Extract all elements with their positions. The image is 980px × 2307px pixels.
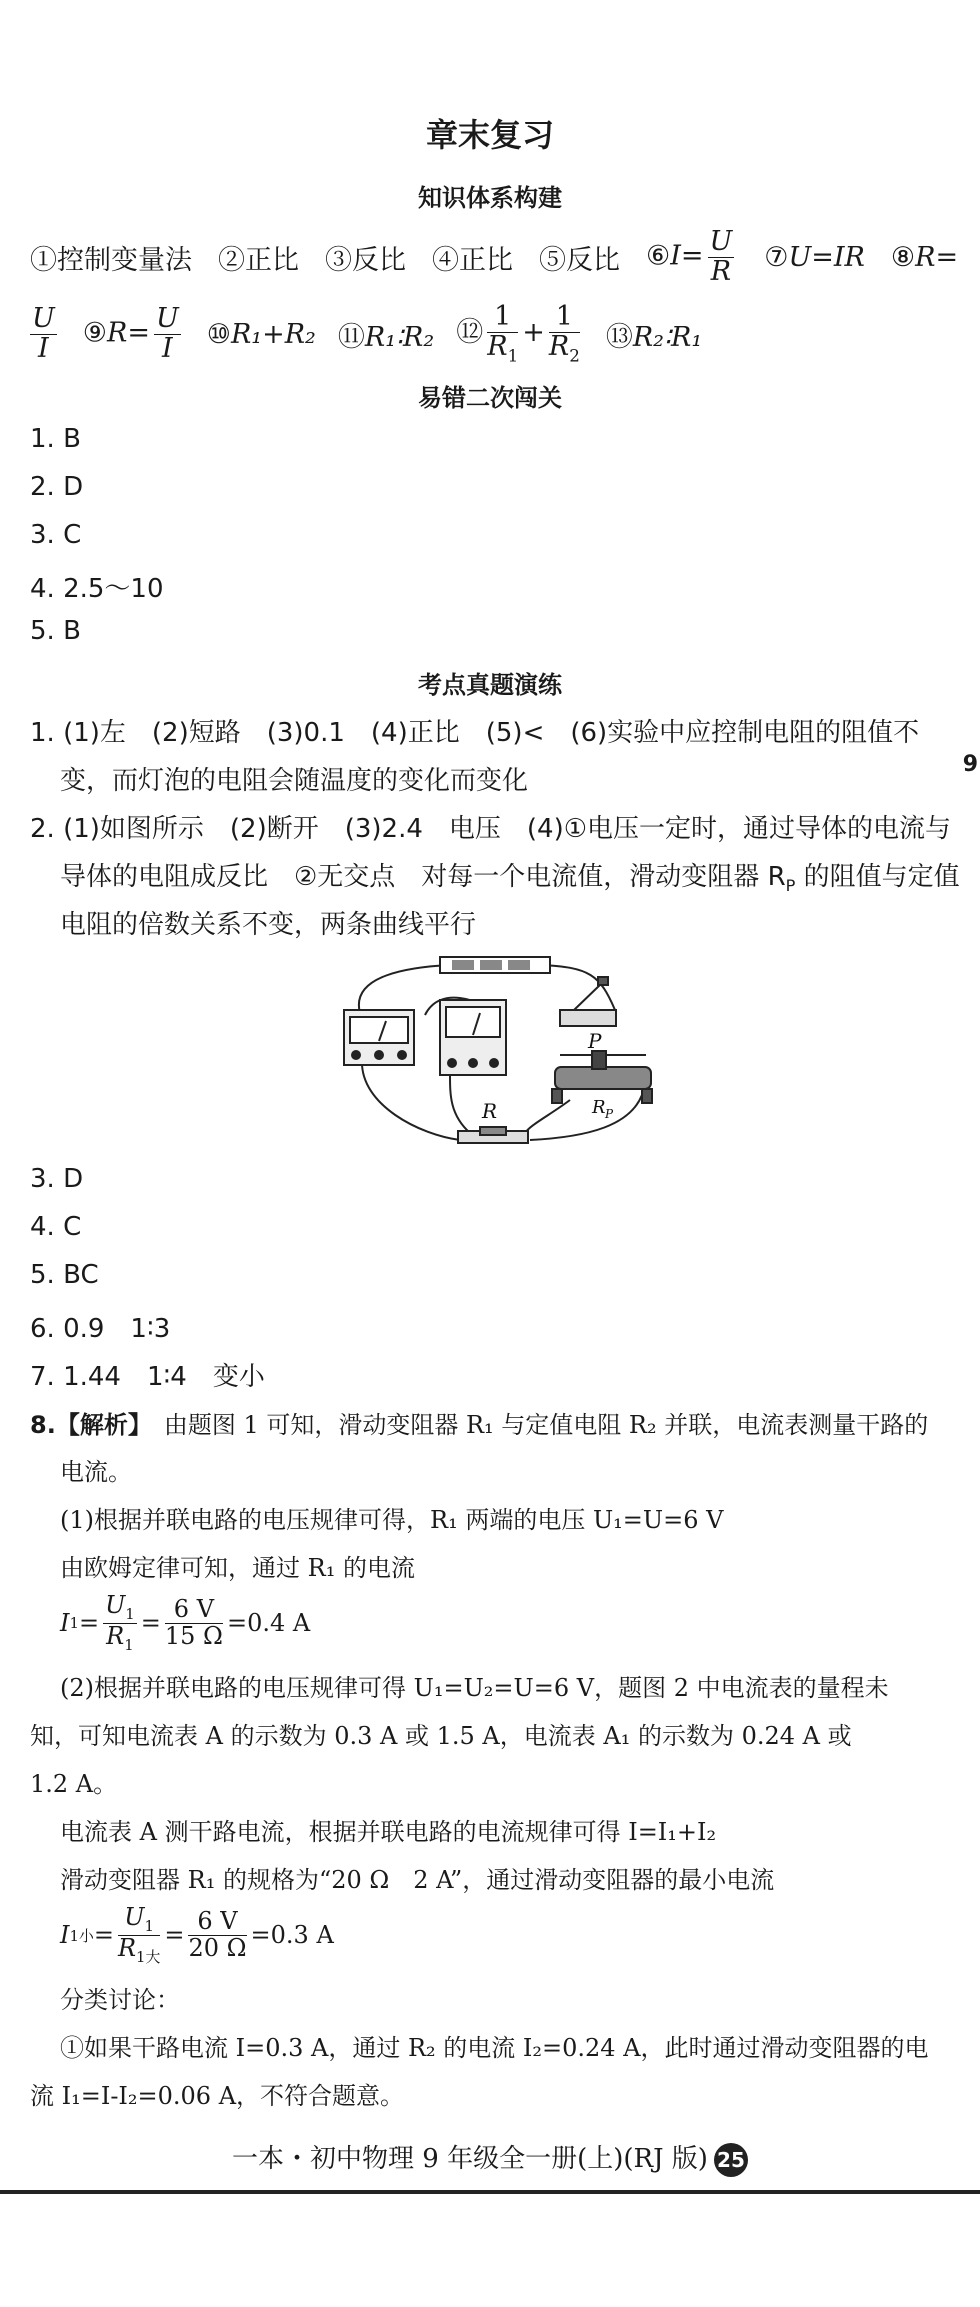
question-8-line-3: (1)根据并联电路的电压规律可得，R₁ 两端的电压 U₁=U=6 V xyxy=(60,1506,724,1534)
knowledge-item: ⑤反比 xyxy=(539,244,620,276)
knowledge-item-11: ⑪R₁∶R₂ xyxy=(337,321,435,353)
voltmeter xyxy=(440,1000,506,1075)
question-8-line-14: 流 I₁=I-I₂=0.06 A，不符合题意。 xyxy=(30,2082,405,2110)
answer-line: 3. C xyxy=(30,520,82,550)
section-title-mistakes: 易错二次闯关 xyxy=(418,384,562,412)
question-8-line-10: 滑动变阻器 R₁ 的规格为“20 Ω 2 A”，通过滑动变阻器的最小电流 xyxy=(60,1866,775,1894)
edge-mark: 9 xyxy=(962,752,978,777)
question-8-line-8: 1.2 A。 xyxy=(30,1770,118,1798)
knowledge-item-10: ⑩R₁+R₂ xyxy=(206,318,316,350)
question-8-line-12: 分类讨论： xyxy=(60,1986,180,2014)
battery-box xyxy=(440,957,550,973)
knowledge-item: ④正比 xyxy=(432,244,513,276)
section-title-exam: 考点真题演练 xyxy=(418,671,562,699)
knowledge-item: ②正比 xyxy=(218,244,299,276)
answer-line: 5. B xyxy=(30,616,81,646)
answer-line: 4. 2.5～10 xyxy=(30,574,164,604)
question-8-formula-1: I 1 = $\frac{U_1}{R_1}$ = $\frac{6 V}{15 \Omega}$ =0.4 A xyxy=(60,1591,311,1654)
knowledge-item: ③反比 xyxy=(325,244,406,276)
question-2-line-2: 导体的电阻成反比 ②无交点 对每一个电流值，滑动变阻器 $R_P$ 的阻值与定值 xyxy=(60,862,960,896)
answer-line: 6. 0.9 1∶3 xyxy=(30,1314,171,1344)
label-r: R xyxy=(482,1099,498,1123)
question-1-line-2: 变，而灯泡的电阻会随温度的变化而变化 xyxy=(60,766,529,796)
page-number-badge: 25 xyxy=(714,2143,748,2177)
knowledge-item-13: ⑬R₂∶R₁ xyxy=(605,321,703,353)
label-p: P xyxy=(588,1029,602,1053)
question-8-line-6: (2)根据并联电路的电压规律可得 U₁=U₂=U=6 V，题图 2 中电流表的量程未 xyxy=(60,1674,889,1702)
section-title-knowledge: 知识体系构建 xyxy=(418,184,562,212)
question-8-line-7: 知，可知电流表 A 的示数为 0.3 A 或 1.5 A，电流表 A₁ 的示数为 0.24 A 或 xyxy=(30,1722,852,1750)
question-2-line-1: 2. (1)如图所示 (2)断开 (3)2.4 电压 (4)①电压一定时，通过导体的电流与 xyxy=(30,814,952,844)
knowledge-item-7: ⑦U=IR xyxy=(764,241,865,273)
knowledge-line-1 xyxy=(30,222,958,292)
knowledge-item-6: ⑥I= $\frac{U}{R}$ xyxy=(646,226,733,287)
page-title: 章末复习 xyxy=(425,116,554,154)
question-8-formula-2: I 1小 = $\frac{U_1}{R_{1大}}$ = $\frac{6 V}{20 \Omega}$ =0.3 A xyxy=(60,1903,334,1966)
knowledge-item-9: ⑨R= $\frac{U}{I}$ xyxy=(82,303,179,364)
answer-line: 3. D xyxy=(30,1164,84,1194)
answer-line: 7. 1.44 1∶4 变小 xyxy=(30,1362,265,1392)
label-rp-sub: P xyxy=(605,1107,614,1121)
ammeter xyxy=(344,1010,414,1065)
answer-line: 4. C xyxy=(30,1212,82,1242)
question-8-line-1: 8.【解析】 由题图 1 可知，滑动变阻器 R₁ 与定值电阻 R₂ 并联，电流表测量干路的 xyxy=(30,1411,929,1439)
fixed-resistor xyxy=(458,1127,528,1143)
rheostat xyxy=(552,1051,652,1103)
answer-line: 5. BC xyxy=(30,1260,99,1290)
knowledge-item-8: ⑧R= xyxy=(890,241,959,273)
label-rp: R xyxy=(592,1097,606,1118)
question-8-line-4: 由欧姆定律可知，通过 R₁ 的电流 xyxy=(60,1554,415,1582)
question-8-line-13: ①如果干路电流 I=0.3 A，通过 R₂ 的电流 I₂=0.24 A，此时通过滑动变阻器的电 xyxy=(60,2034,929,2062)
footer-rule xyxy=(0,2190,980,2194)
question-8-line-2: 电流。 xyxy=(60,1458,132,1486)
knowledge-item-12: ⑫ $\frac{1}{R_1}$ + $\frac{1}{R_2}$ xyxy=(456,301,580,366)
switch xyxy=(560,977,616,1026)
knowledge-item: ①控制变量法 xyxy=(30,244,192,276)
knowledge-line-2: $\frac{U}{I}$ ⑨R= $\frac{U}{I}$ ⑩R₁+R₂ ⑪R₁∶R₂ ⑫ $\frac{1}{R_1}$ + $\frac{1}{R_2}$ ⑬R₂∶R₁ xyxy=(32,301,703,366)
footer-text: 一本・初中物理 9 年级全一册(上)(RJ 版) xyxy=(232,2144,708,2174)
answer-line: 2. D xyxy=(30,472,84,502)
page-footer xyxy=(0,2138,980,2177)
question-2-line-3: 电阻的倍数关系不变，两条曲线平行 xyxy=(60,910,477,940)
question-1-line-1: 1. (1)左 (2)短路 (3)0.1 (4)正比 (5)< (6)实验中应控制电阻的阻值不 xyxy=(30,718,920,748)
answer-line: 1. B xyxy=(30,424,81,454)
question-8-line-9: 电流表 A 测干路电流，根据并联电路的电流规律可得 I=I₁+I₂ xyxy=(60,1818,717,1846)
circuit-diagram xyxy=(330,955,660,1150)
